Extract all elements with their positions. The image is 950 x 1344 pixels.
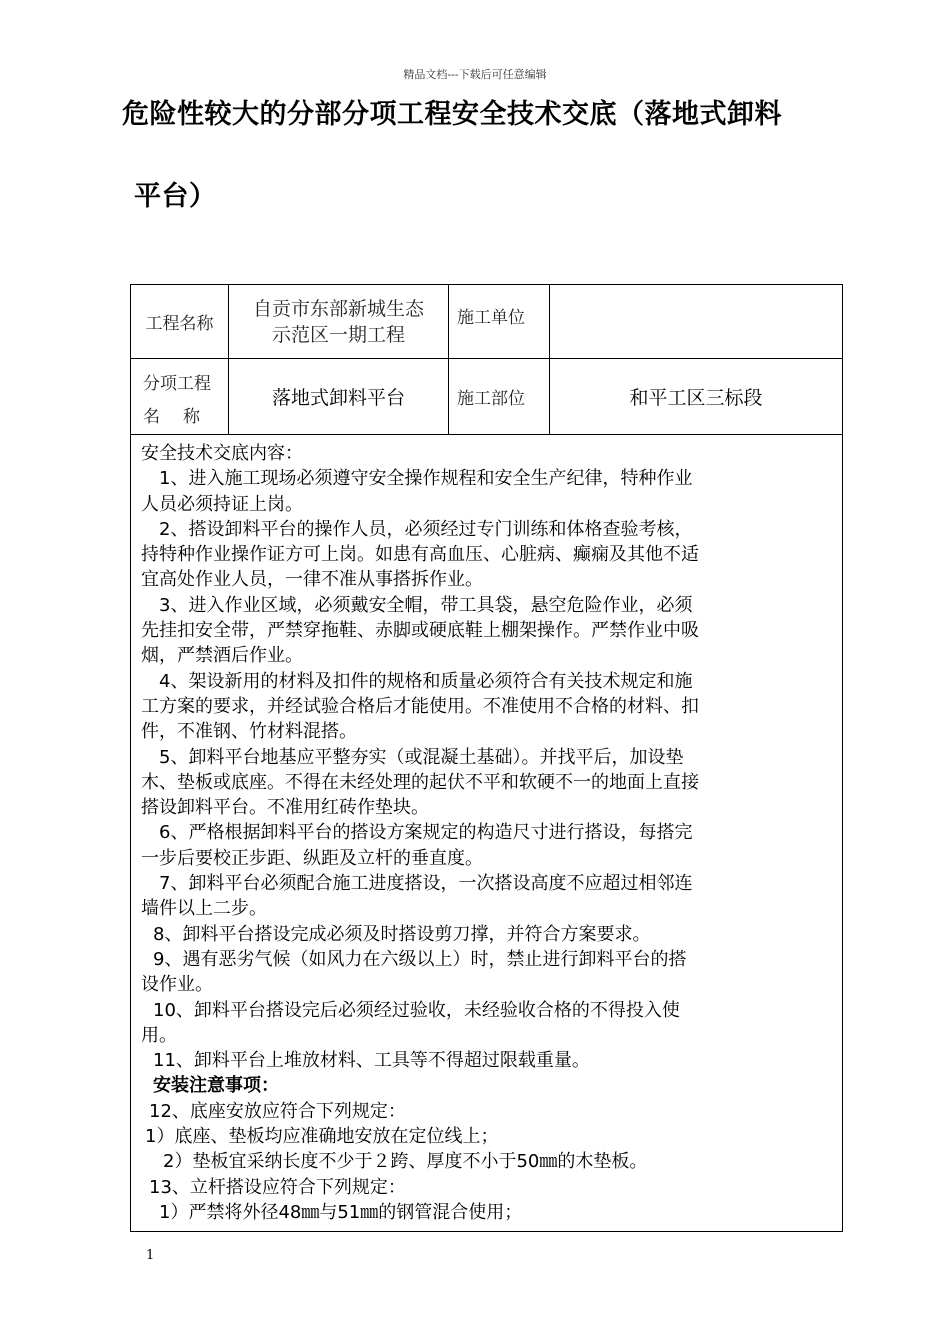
project-name-label: 工程名称 — [131, 285, 229, 359]
content-line: 设作业。 — [141, 974, 213, 996]
content-line: 8、卸料平台搭设完成必须及时搭设剪刀撑，并符合方案要求。 — [153, 923, 651, 945]
project-name-value-line1: 自贡市东部新城生态 — [252, 297, 424, 320]
content-line: 10、卸料平台搭设完后必须经过验收，未经验收合格的不得投入使 — [153, 999, 680, 1021]
disclosure-content — [131, 435, 843, 1232]
sub-project-label — [131, 359, 229, 435]
content-line: 1）底座、垫板均应准确地安放在定位线上； — [145, 1126, 499, 1148]
construction-unit-value — [550, 285, 843, 359]
content-line: 12、底座安放应符合下列规定： — [149, 1100, 406, 1122]
page-number: 1 — [146, 1248, 155, 1263]
sub-project-label-line1: 分项工程 — [143, 374, 211, 394]
construction-unit-label: 施工单位 — [449, 285, 550, 359]
content-line: 件，不准钢、竹材料混搭。 — [141, 721, 357, 743]
document-title-line1: 危险性较大的分部分项工程安全技术交底（落地式卸料 — [122, 99, 782, 130]
content-line: 先挂扣安全带，严禁穿拖鞋、赤脚或硬底鞋上棚架操作。严禁作业中吸 — [141, 620, 699, 642]
content-line: 6、严格根据卸料平台的搭设方案规定的构造尺寸进行搭设，每搭完 — [159, 822, 693, 844]
project-name-value-line2: 示范区一期工程 — [271, 323, 405, 346]
content-line: 人员必须持证上岗。 — [141, 493, 303, 515]
content-line: 烟，严禁酒后作业。 — [141, 645, 303, 667]
content-line: 7、卸料平台必须配合施工进度搭设，一次搭设高度不应超过相邻连 — [159, 873, 693, 895]
content-line: 持特种作业操作证方可上岗。如患有高血压、心脏病、癫痫及其他不适 — [141, 544, 699, 566]
content-line: 2）垫板宜采纳长度不少于２跨、厚度不小于50㎜的木垫板。 — [163, 1151, 648, 1173]
content-line: 4、架设新用的材料及扣件的规格和质量必须符合有关技术规定和施 — [159, 670, 693, 692]
project-name-value — [229, 285, 449, 359]
sub-project-label-char1: 名 — [143, 407, 160, 427]
content-line: 木、垫板或底座。不得在未经处理的起伏不平和软硬不一的地面上直接 — [141, 771, 699, 793]
disclosure-table — [130, 284, 843, 1232]
content-line: 1）严禁将外径48㎜与51㎜的钢管混合使用； — [159, 1201, 523, 1223]
content-line: 2、搭设卸料平台的操作人员，必须经过专门训练和体格查验考核， — [159, 518, 693, 540]
content-heading: 安全技术交底内容： — [141, 443, 303, 464]
content-line: 安装注意事项： — [153, 1075, 279, 1097]
content-line: 1、进入施工现场必须遵守安全操作规程和安全生产纪律，特种作业 — [159, 468, 693, 490]
sub-project-value: 落地式卸料平台 — [229, 359, 449, 435]
content-line: 宜高处作业人员，一律不准从事搭拆作业。 — [141, 569, 483, 591]
content-line: 工方案的要求，并经试验合格后才能使用。不准使用不合格的材料、扣 — [141, 695, 699, 717]
content-line: 5、卸料平台地基应平整夯实（或混凝土基础）。并找平后，加设垫 — [159, 746, 684, 768]
construction-part-label: 施工部位 — [449, 359, 550, 435]
construction-part-value: 和平工区三标段 — [550, 359, 843, 435]
document-title-line2: 平台） — [134, 181, 217, 212]
sub-project-label-line2 — [131, 402, 228, 427]
content-line: 13、立杆搭设应符合下列规定： — [149, 1176, 406, 1198]
sub-project-label-char2: 称 — [183, 407, 200, 427]
content-line: 墙件以上二步。 — [141, 898, 267, 920]
content-line: 搭设卸料平台。不准用红砖作垫块。 — [141, 797, 429, 819]
content-line: 3、进入作业区域，必须戴安全帽，带工具袋，悬空危险作业，必须 — [159, 594, 693, 616]
content-line: 9、遇有恶劣气候（如风力在六级以上）时，禁止进行卸料平台的搭 — [153, 948, 687, 970]
content-line: 11、卸料平台上堆放材料、工具等不得超过限载重量。 — [153, 1050, 590, 1072]
content-line: 用。 — [141, 1024, 177, 1046]
header-note: 精品文档---下载后可任意编辑 — [403, 68, 547, 81]
content-lines — [141, 466, 834, 1225]
content-line: 一步后要校正步距、纵距及立杆的垂直度。 — [141, 847, 483, 869]
